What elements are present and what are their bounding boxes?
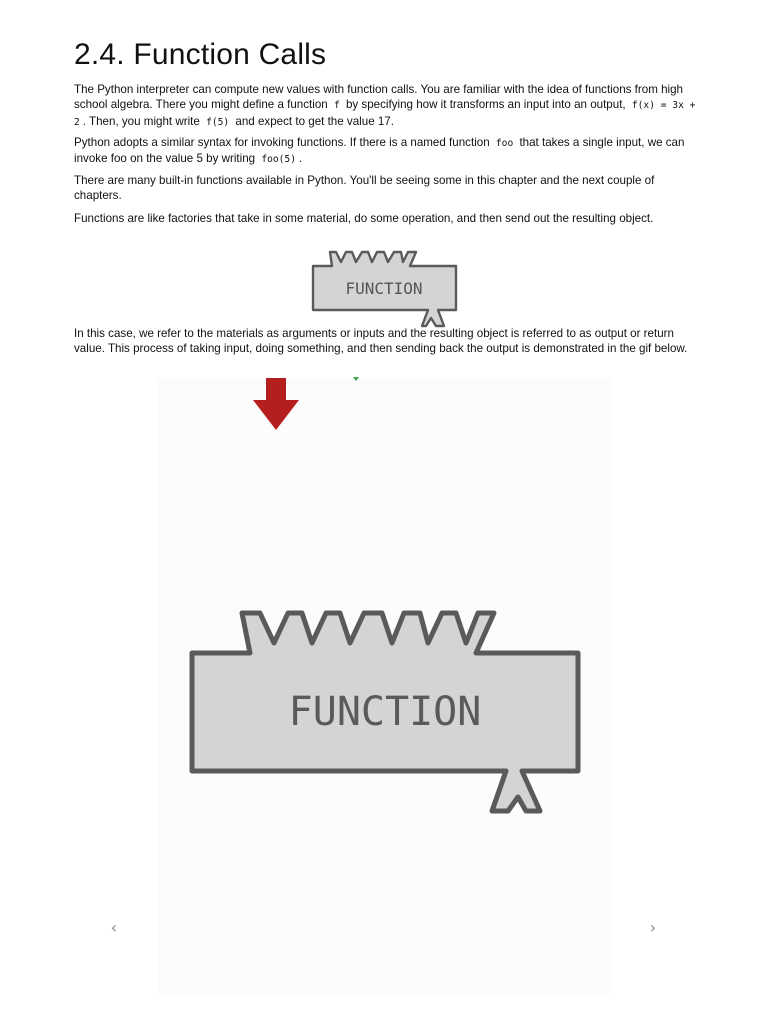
function-label: FUNCTION (345, 279, 423, 298)
red-arrow-down-icon (252, 378, 300, 432)
page-title: 2.4. Function Calls (74, 38, 327, 71)
green-marker-icon (353, 377, 359, 381)
carousel-next-icon[interactable]: › (649, 917, 657, 937)
carousel-prev-icon[interactable]: ‹ (110, 917, 118, 937)
function-diagram-large (188, 605, 584, 817)
code-f5: f(5) (206, 116, 230, 128)
paragraph-factories: Functions are like factories that take in some material, do some operation, and then send out the resulting object. (74, 212, 654, 225)
code-foo: foo (495, 138, 514, 149)
paragraph-syntax: Python adopts a similar syntax for invoking functions. If there is a named function foo that takes a single input, we can invoke foo on the value 5 by writing foo(5) . (74, 136, 685, 166)
function-diagram-small (310, 248, 460, 330)
paragraph-builtins: There are many built-in functions available in Python. You'll be seeing some in this chapter and the next couple of chapters. (74, 174, 655, 203)
function-label-large: FUNCTION (288, 689, 482, 735)
code-foo5: foo(5) (261, 154, 296, 166)
code-f: f (333, 100, 340, 112)
paragraph-intro: The Python interpreter can compute new values with function calls. You are familiar with the idea of functions from high school algebra. There you might define a function f by specifying how it transforms an input into an output, f(x) = 3x + 2 . Then, you might write f(5) and expect to get the value 17. (74, 83, 696, 128)
paragraph-arguments: In this case, we refer to the materials as arguments or inputs and the resulting object is referred to as output or return value. This process of taking input, doing something, and then sending back the output is demonstrated in the gif below. (74, 327, 688, 356)
code-equation: f(x) = 3x + 2 (74, 100, 696, 128)
